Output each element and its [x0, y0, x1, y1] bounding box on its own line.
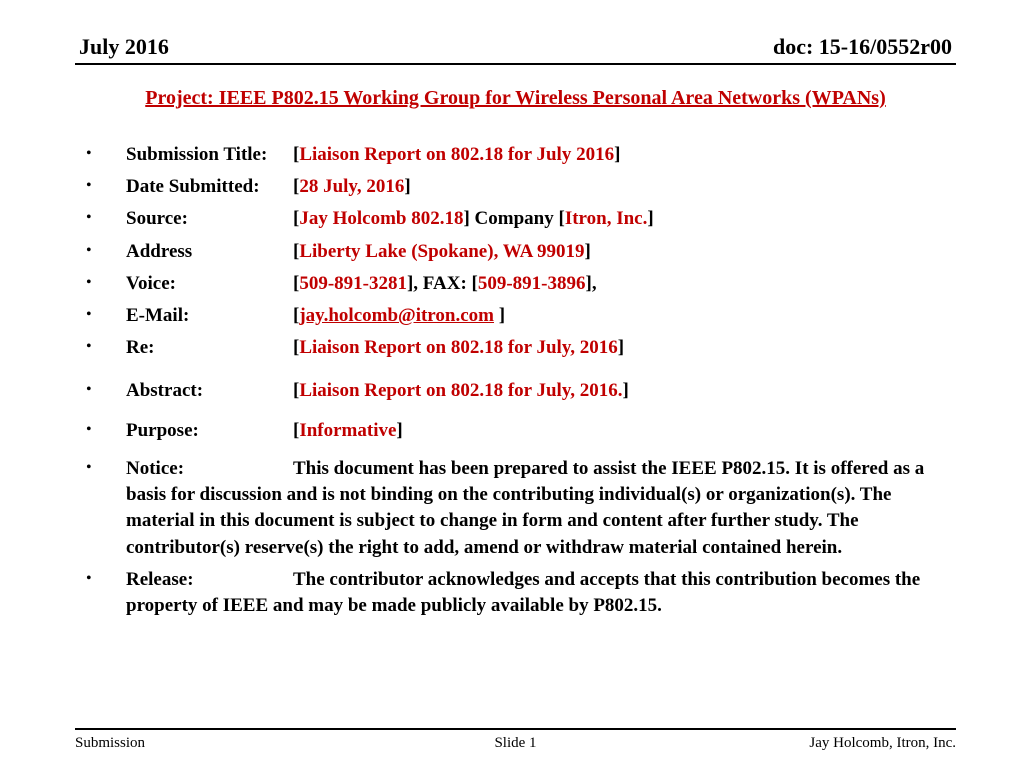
field-row — [86, 378, 956, 404]
field-value — [293, 380, 629, 401]
bullet-icon: • — [86, 145, 92, 162]
field-row — [86, 142, 956, 168]
bullet-icon: • — [86, 306, 92, 324]
text-segment: [ — [293, 240, 300, 262]
field-label: Submission Title: — [126, 144, 268, 165]
field-label: Date Submitted: — [126, 176, 260, 198]
bullet-icon: • — [86, 209, 92, 227]
field-row — [86, 418, 956, 444]
email-link[interactable]: jay.holcomb@itron.com — [299, 305, 494, 327]
field-row — [86, 239, 956, 265]
header-doc-number: doc: 15-16/0552r00 — [772, 34, 952, 59]
text-segment: [ — [293, 176, 300, 198]
field-row — [86, 456, 956, 561]
text-segment: This document has been prepared to assist the IEEE P802.15. It is offered as a basis for discussion and is not binding on the contributing individual(s) or organization(s). The material in this document is subject to change in form and content after further study. The contributor(s) reserve(s) the right to add, amend or withdraw material contained herein. — [126, 457, 925, 558]
slide-footer — [75, 735, 956, 752]
text-segment: Liaison Report on 802.18 for July 2016 — [299, 144, 615, 165]
footer-author: Jay Holcomb, Itron, Inc. — [809, 735, 957, 751]
footer-divider — [75, 728, 956, 730]
field-label: Notice: — [126, 457, 185, 479]
text-segment: ], FAX: [ — [406, 272, 478, 294]
field-row — [86, 567, 956, 619]
text-segment: 509-891-3281 — [299, 272, 407, 294]
field-value — [293, 420, 403, 441]
bullet-icon: • — [86, 420, 92, 438]
text-segment: Liberty Lake (Spokane), WA 99019 — [299, 240, 585, 262]
bullet-icon: • — [86, 177, 92, 195]
slide-footer-block — [75, 728, 956, 752]
text-segment: ] — [622, 379, 629, 401]
header-date: July 2016 — [79, 34, 169, 59]
bullet-icon: • — [86, 338, 92, 356]
text-segment: ] Company [ — [463, 208, 565, 230]
bullet-icon: • — [86, 569, 92, 587]
text-segment: Jay Holcomb 802.18 — [299, 208, 464, 230]
field-value — [293, 337, 624, 358]
bullet-icon: • — [86, 380, 92, 398]
text-segment: [ — [293, 272, 300, 294]
text-segment: ] — [404, 176, 411, 198]
text-segment: 28 July, 2016 — [299, 176, 405, 198]
text-segment: 509-891-3896 — [477, 272, 586, 294]
field-label: Re: — [126, 337, 155, 359]
text-segment: [ — [293, 305, 300, 327]
fields-list — [86, 142, 956, 619]
text-segment: ], — [585, 272, 597, 294]
field-value — [293, 144, 620, 165]
field-row — [86, 174, 956, 200]
text-segment: [ — [293, 144, 300, 165]
text-segment: ] — [493, 305, 506, 327]
text-segment: [ — [293, 419, 300, 441]
field-value — [293, 241, 591, 262]
field-value — [293, 208, 654, 229]
field-value — [293, 273, 597, 294]
text-segment: Informative — [299, 419, 397, 441]
footer-submission-label: Submission — [75, 735, 146, 751]
field-label: Source: — [126, 208, 188, 230]
text-segment: The contributor acknowledges and accepts that this contribution becomes the property of IEEE and may be made publicly available by P802.15. — [126, 568, 921, 617]
text-segment: ] — [617, 337, 625, 359]
field-label: Address — [126, 240, 193, 262]
text-segment: [ — [293, 379, 300, 401]
field-row — [86, 271, 956, 297]
field-label: E-Mail: — [126, 305, 190, 327]
text-segment: Liaison Report on 802.18 for July, 2016 — [299, 337, 618, 359]
slide-header — [75, 34, 956, 65]
text-segment: [ — [293, 337, 300, 359]
text-segment: [ — [293, 208, 300, 230]
field-row — [86, 335, 956, 361]
page-title: Project: IEEE P802.15 Working Group for Wireless Personal Area Networks (WPANs) — [145, 87, 886, 109]
bullet-icon: • — [86, 458, 92, 476]
text-segment: ] — [614, 144, 621, 165]
text-segment: Itron, Inc. — [564, 208, 648, 230]
text-segment: Liaison Report on 802.18 for July, 2016. — [299, 379, 623, 401]
field-label: Voice: — [126, 272, 176, 294]
field-value — [293, 305, 505, 326]
text-segment: ] — [647, 208, 654, 230]
field-row — [86, 303, 956, 329]
field-label: Abstract: — [126, 379, 204, 401]
field-label: Purpose: — [126, 419, 199, 441]
text-segment: ] — [584, 240, 591, 262]
field-value — [293, 176, 411, 197]
bullet-icon: • — [86, 241, 92, 259]
footer-slide-number: Slide 1 — [494, 735, 537, 751]
text-segment: ] — [396, 419, 403, 441]
field-label: Release: — [126, 568, 194, 590]
field-row — [86, 206, 956, 232]
bullet-icon: • — [86, 273, 92, 291]
